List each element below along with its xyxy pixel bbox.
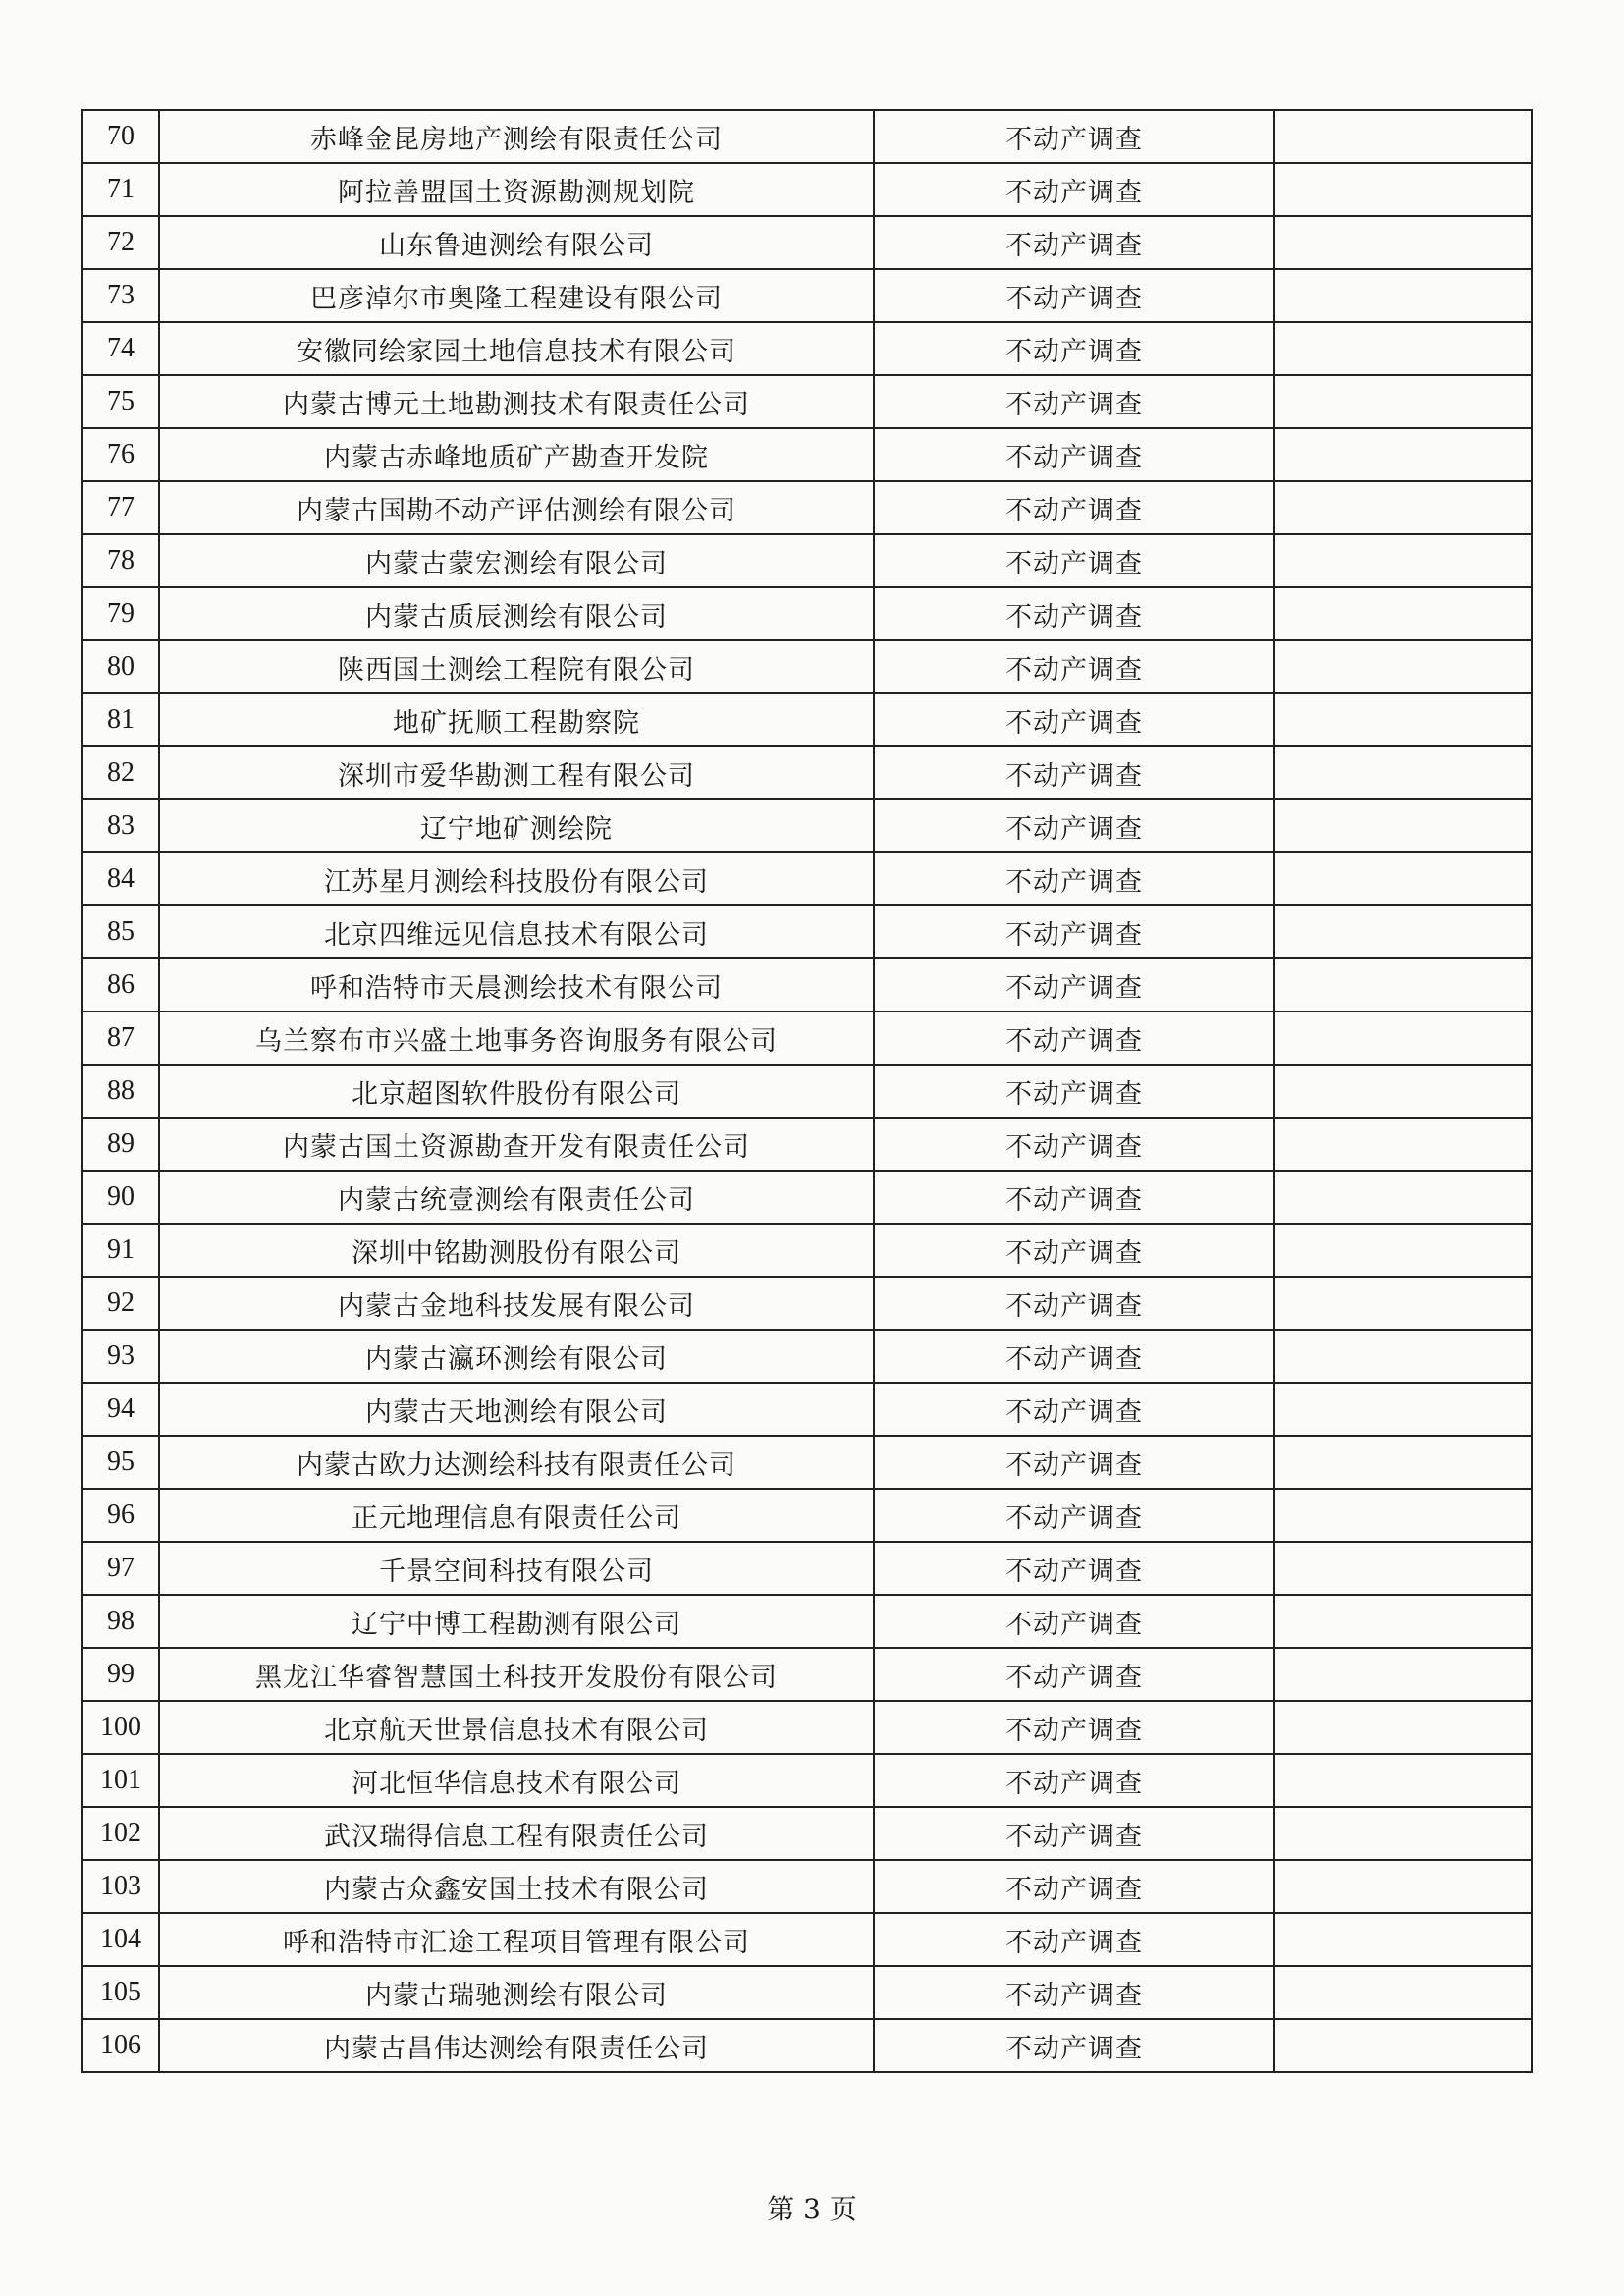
table-row xyxy=(82,1011,1532,1065)
table-row xyxy=(82,640,1532,693)
remarks-cell xyxy=(1274,958,1532,1011)
survey-type: 不动产调查 xyxy=(874,1860,1274,1913)
remarks-cell xyxy=(1274,1118,1532,1171)
row-number: 72 xyxy=(82,216,159,269)
company-name: 辽宁中博工程勘测有限公司 xyxy=(159,1595,874,1648)
survey-type: 不动产调查 xyxy=(874,163,1274,216)
remarks-cell xyxy=(1274,905,1532,958)
table-row xyxy=(82,216,1532,269)
company-name: 乌兰察布市兴盛土地事务咨询服务有限公司 xyxy=(159,1011,874,1065)
row-number: 93 xyxy=(82,1330,159,1383)
table-row xyxy=(82,1171,1532,1224)
remarks-cell xyxy=(1274,1224,1532,1277)
row-number: 75 xyxy=(82,375,159,428)
company-name: 安徽同绘家园土地信息技术有限公司 xyxy=(159,322,874,375)
survey-type: 不动产调查 xyxy=(874,1595,1274,1648)
company-name: 巴彦淖尔市奥隆工程建设有限公司 xyxy=(159,269,874,322)
row-number: 71 xyxy=(82,163,159,216)
survey-type: 不动产调查 xyxy=(874,1065,1274,1118)
survey-type: 不动产调查 xyxy=(874,1383,1274,1436)
row-number: 97 xyxy=(82,1542,159,1595)
table-row xyxy=(82,1118,1532,1171)
company-name: 千景空间科技有限公司 xyxy=(159,1542,874,1595)
table-row xyxy=(82,269,1532,322)
table-row xyxy=(82,481,1532,534)
remarks-cell xyxy=(1274,1913,1532,1966)
row-number: 79 xyxy=(82,587,159,640)
table-row xyxy=(82,746,1532,799)
company-name: 北京四维远见信息技术有限公司 xyxy=(159,905,874,958)
table-row xyxy=(82,1330,1532,1383)
survey-type: 不动产调查 xyxy=(874,216,1274,269)
row-number: 104 xyxy=(82,1913,159,1966)
survey-type: 不动产调查 xyxy=(874,1118,1274,1171)
table-row xyxy=(82,428,1532,481)
company-name: 北京航天世景信息技术有限公司 xyxy=(159,1701,874,1754)
survey-type: 不动产调查 xyxy=(874,1436,1274,1489)
survey-type: 不动产调查 xyxy=(874,1224,1274,1277)
row-number: 88 xyxy=(82,1065,159,1118)
company-name: 深圳市爱华勘测工程有限公司 xyxy=(159,746,874,799)
remarks-cell xyxy=(1274,1383,1532,1436)
company-name: 阿拉善盟国土资源勘测规划院 xyxy=(159,163,874,216)
remarks-cell xyxy=(1274,375,1532,428)
table-row xyxy=(82,852,1532,905)
remarks-cell xyxy=(1274,1011,1532,1065)
survey-type: 不动产调查 xyxy=(874,958,1274,1011)
row-number: 98 xyxy=(82,1595,159,1648)
remarks-cell xyxy=(1274,1807,1532,1860)
row-number: 80 xyxy=(82,640,159,693)
survey-type: 不动产调查 xyxy=(874,1701,1274,1754)
row-number: 76 xyxy=(82,428,159,481)
remarks-cell xyxy=(1274,1860,1532,1913)
table-row xyxy=(82,1542,1532,1595)
company-name: 内蒙古博元土地勘测技术有限责任公司 xyxy=(159,375,874,428)
survey-type: 不动产调查 xyxy=(874,587,1274,640)
company-table-body xyxy=(82,110,1532,2072)
remarks-cell xyxy=(1274,1436,1532,1489)
remarks-cell xyxy=(1274,1966,1532,2019)
remarks-cell xyxy=(1274,1648,1532,1701)
remarks-cell xyxy=(1274,163,1532,216)
survey-type: 不动产调查 xyxy=(874,1966,1274,2019)
survey-type: 不动产调查 xyxy=(874,693,1274,746)
table-row xyxy=(82,1436,1532,1489)
row-number: 90 xyxy=(82,1171,159,1224)
row-number: 84 xyxy=(82,852,159,905)
row-number: 82 xyxy=(82,746,159,799)
remarks-cell xyxy=(1274,269,1532,322)
company-name: 地矿抚顺工程勘察院 xyxy=(159,693,874,746)
row-number: 105 xyxy=(82,1966,159,2019)
company-name: 黑龙江华睿智慧国土科技开发股份有限公司 xyxy=(159,1648,874,1701)
remarks-cell xyxy=(1274,852,1532,905)
row-number: 77 xyxy=(82,481,159,534)
table-row xyxy=(82,1224,1532,1277)
company-name: 深圳中铭勘测股份有限公司 xyxy=(159,1224,874,1277)
company-name: 呼和浩特市天晨测绘技术有限公司 xyxy=(159,958,874,1011)
company-table xyxy=(81,109,1533,2073)
table-row xyxy=(82,693,1532,746)
table-row xyxy=(82,1807,1532,1860)
survey-type: 不动产调查 xyxy=(874,640,1274,693)
table-row xyxy=(82,1860,1532,1913)
survey-type: 不动产调查 xyxy=(874,905,1274,958)
table-row xyxy=(82,1648,1532,1701)
company-name: 内蒙古统壹测绘有限责任公司 xyxy=(159,1171,874,1224)
company-name: 北京超图软件股份有限公司 xyxy=(159,1065,874,1118)
row-number: 87 xyxy=(82,1011,159,1065)
company-name: 内蒙古欧力达测绘科技有限责任公司 xyxy=(159,1436,874,1489)
row-number: 100 xyxy=(82,1701,159,1754)
table-row xyxy=(82,1277,1532,1330)
survey-type: 不动产调查 xyxy=(874,534,1274,587)
remarks-cell xyxy=(1274,1701,1532,1754)
row-number: 81 xyxy=(82,693,159,746)
survey-type: 不动产调查 xyxy=(874,322,1274,375)
page-number: 第 3 页 xyxy=(767,2193,857,2225)
row-number: 91 xyxy=(82,1224,159,1277)
company-name: 内蒙古质辰测绘有限公司 xyxy=(159,587,874,640)
remarks-cell xyxy=(1274,1489,1532,1542)
survey-type: 不动产调查 xyxy=(874,1277,1274,1330)
row-number: 78 xyxy=(82,534,159,587)
remarks-cell xyxy=(1274,587,1532,640)
row-number: 99 xyxy=(82,1648,159,1701)
survey-type: 不动产调查 xyxy=(874,481,1274,534)
table-row xyxy=(82,799,1532,852)
survey-type: 不动产调查 xyxy=(874,2019,1274,2072)
table-row xyxy=(82,1383,1532,1436)
row-number: 83 xyxy=(82,799,159,852)
remarks-cell xyxy=(1274,110,1532,163)
table-row xyxy=(82,163,1532,216)
remarks-cell xyxy=(1274,481,1532,534)
company-name: 内蒙古蒙宏测绘有限公司 xyxy=(159,534,874,587)
survey-type: 不动产调查 xyxy=(874,1754,1274,1807)
row-number: 73 xyxy=(82,269,159,322)
row-number: 96 xyxy=(82,1489,159,1542)
table-row xyxy=(82,375,1532,428)
remarks-cell xyxy=(1274,746,1532,799)
company-name: 内蒙古赤峰地质矿产勘查开发院 xyxy=(159,428,874,481)
survey-type: 不动产调查 xyxy=(874,1330,1274,1383)
table-row xyxy=(82,1701,1532,1754)
company-name: 正元地理信息有限责任公司 xyxy=(159,1489,874,1542)
company-name: 江苏星月测绘科技股份有限公司 xyxy=(159,852,874,905)
table-row xyxy=(82,1966,1532,2019)
survey-type: 不动产调查 xyxy=(874,1011,1274,1065)
table-row xyxy=(82,110,1532,163)
table-row xyxy=(82,2019,1532,2072)
table-row xyxy=(82,587,1532,640)
table-row xyxy=(82,1595,1532,1648)
remarks-cell xyxy=(1274,1171,1532,1224)
company-name: 武汉瑞得信息工程有限责任公司 xyxy=(159,1807,874,1860)
remarks-cell xyxy=(1274,216,1532,269)
company-name: 山东鲁迪测绘有限公司 xyxy=(159,216,874,269)
remarks-cell xyxy=(1274,1277,1532,1330)
survey-type: 不动产调查 xyxy=(874,1913,1274,1966)
survey-type: 不动产调查 xyxy=(874,746,1274,799)
company-name: 内蒙古瑞驰测绘有限公司 xyxy=(159,1966,874,2019)
remarks-cell xyxy=(1274,799,1532,852)
company-name: 内蒙古瀛环测绘有限公司 xyxy=(159,1330,874,1383)
row-number: 95 xyxy=(82,1436,159,1489)
table-row xyxy=(82,1489,1532,1542)
company-name: 内蒙古众鑫安国土技术有限公司 xyxy=(159,1860,874,1913)
table-row xyxy=(82,322,1532,375)
remarks-cell xyxy=(1274,2019,1532,2072)
table-row xyxy=(82,1065,1532,1118)
company-name: 赤峰金昆房地产测绘有限责任公司 xyxy=(159,110,874,163)
row-number: 86 xyxy=(82,958,159,1011)
row-number: 92 xyxy=(82,1277,159,1330)
row-number: 106 xyxy=(82,2019,159,2072)
row-number: 70 xyxy=(82,110,159,163)
company-name: 辽宁地矿测绘院 xyxy=(159,799,874,852)
remarks-cell xyxy=(1274,1595,1532,1648)
survey-type: 不动产调查 xyxy=(874,852,1274,905)
company-name: 内蒙古天地测绘有限公司 xyxy=(159,1383,874,1436)
remarks-cell xyxy=(1274,640,1532,693)
table-row xyxy=(82,1913,1532,1966)
remarks-cell xyxy=(1274,322,1532,375)
company-name: 内蒙古国土资源勘查开发有限责任公司 xyxy=(159,1118,874,1171)
remarks-cell xyxy=(1274,1330,1532,1383)
survey-type: 不动产调查 xyxy=(874,375,1274,428)
row-number: 89 xyxy=(82,1118,159,1171)
remarks-cell xyxy=(1274,534,1532,587)
survey-type: 不动产调查 xyxy=(874,1542,1274,1595)
row-number: 94 xyxy=(82,1383,159,1436)
company-name: 河北恒华信息技术有限公司 xyxy=(159,1754,874,1807)
company-name: 内蒙古国勘不动产评估测绘有限公司 xyxy=(159,481,874,534)
survey-type: 不动产调查 xyxy=(874,428,1274,481)
remarks-cell xyxy=(1274,1754,1532,1807)
row-number: 102 xyxy=(82,1807,159,1860)
row-number: 103 xyxy=(82,1860,159,1913)
remarks-cell xyxy=(1274,428,1532,481)
remarks-cell xyxy=(1274,1542,1532,1595)
table-row xyxy=(82,958,1532,1011)
survey-type: 不动产调查 xyxy=(874,799,1274,852)
row-number: 85 xyxy=(82,905,159,958)
table-row xyxy=(82,1754,1532,1807)
company-name: 呼和浩特市汇途工程项目管理有限公司 xyxy=(159,1913,874,1966)
survey-type: 不动产调查 xyxy=(874,1171,1274,1224)
company-name: 内蒙古金地科技发展有限公司 xyxy=(159,1277,874,1330)
remarks-cell xyxy=(1274,1065,1532,1118)
table-row xyxy=(82,534,1532,587)
company-name: 陕西国土测绘工程院有限公司 xyxy=(159,640,874,693)
row-number: 101 xyxy=(82,1754,159,1807)
table-row xyxy=(82,905,1532,958)
survey-type: 不动产调查 xyxy=(874,110,1274,163)
survey-type: 不动产调查 xyxy=(874,1489,1274,1542)
row-number: 74 xyxy=(82,322,159,375)
survey-type: 不动产调查 xyxy=(874,269,1274,322)
survey-type: 不动产调查 xyxy=(874,1648,1274,1701)
remarks-cell xyxy=(1274,693,1532,746)
survey-type: 不动产调查 xyxy=(874,1807,1274,1860)
company-name: 内蒙古昌伟达测绘有限责任公司 xyxy=(159,2019,874,2072)
